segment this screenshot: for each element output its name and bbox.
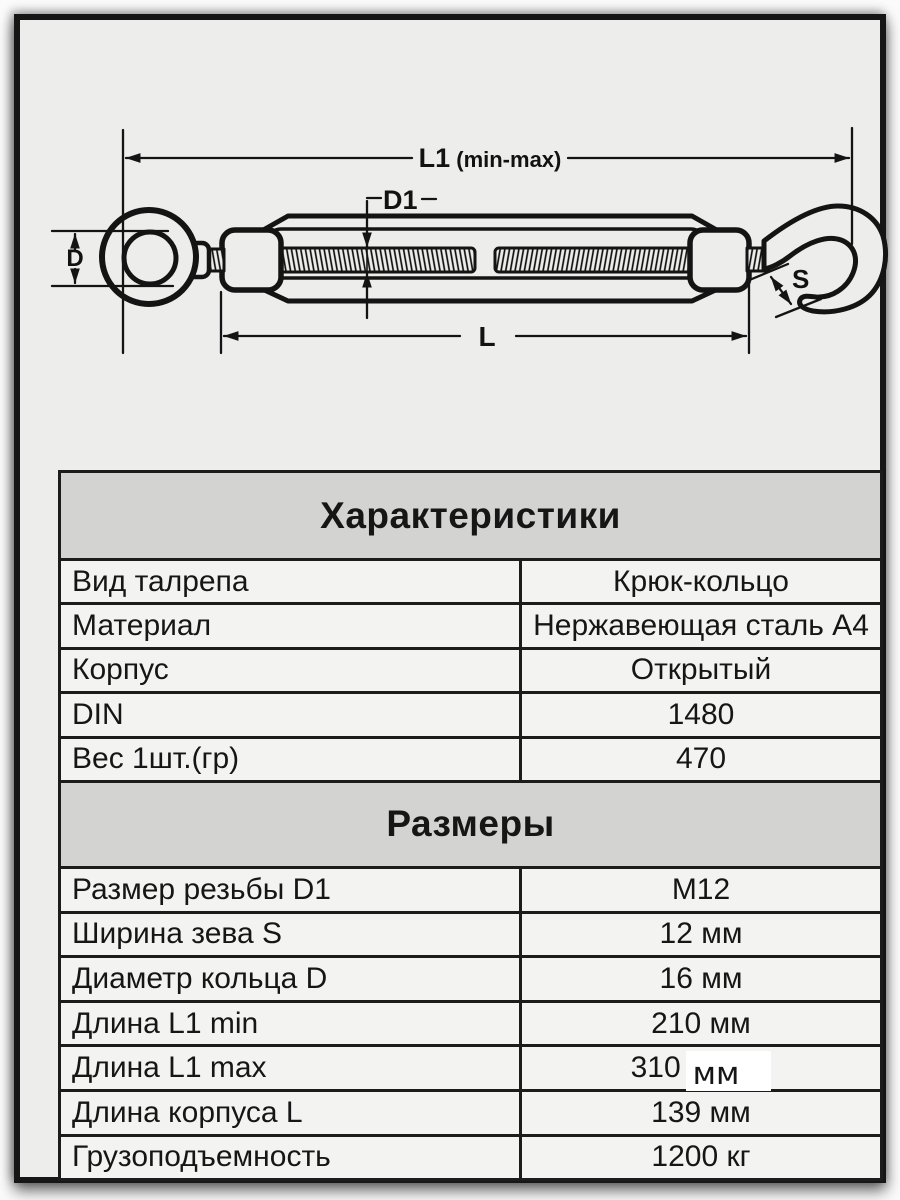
spec-value: 16 мм [659,961,743,995]
spec-value: Нержавеющая сталь А4 [533,609,869,643]
spec-value [522,1047,880,1093]
spec-value: Открытый [630,653,772,687]
spec-row [61,558,880,602]
label-d: D [66,245,84,272]
spec-row [61,1134,880,1179]
spec-label: DIN [61,694,522,735]
spec-label: Длина L1 min [61,1003,522,1045]
spec-row [61,602,880,646]
spec-value: 210 мм [651,1006,751,1040]
spec-value: М12 [671,872,731,906]
spec-label: Длина корпуса L [61,1092,522,1134]
label-d1: D1 [383,185,418,215]
section-header: Характеристики [61,473,880,558]
spec-label: Материал [61,605,522,646]
spec-row [61,1089,880,1134]
hook [764,206,886,312]
spec-row [61,691,880,735]
spec-table [58,470,883,1181]
edited-unit-overlay: мм [686,1051,772,1091]
threaded-rod-right [495,248,698,272]
spec-label: Вес 1шт.(гр) [61,739,522,780]
spec-label: Грузоподъемность [61,1137,522,1179]
label-l1: L1 (min-max) [418,143,562,173]
spec-label: Размер резьбы D1 [61,869,522,911]
spec-label: Ширина зева S [61,914,522,956]
turnbuckle-device [102,206,886,312]
spec-row [61,647,880,691]
spec-label: Вид талрепа [61,561,522,602]
spec-label: Диаметр кольца D [61,958,522,1000]
spec-value: 12 мм [659,917,743,951]
spec-label: Длина L1 max [61,1047,522,1089]
spec-row [61,736,880,780]
label-s: S [792,264,810,294]
spec-row [61,955,880,1000]
threaded-rod-left [274,248,475,272]
spec-row [61,1000,880,1045]
left-nut [222,230,281,290]
section-header: Размеры [61,780,880,866]
page-frame [14,14,886,1183]
spec-value: 139 мм [651,1095,751,1129]
spec-value: 1480 [667,697,735,731]
spec-row [61,866,880,911]
spec-row [61,911,880,956]
label-l: L [478,321,496,352]
right-nut [690,230,749,290]
spec-value: 470 [675,742,727,776]
spec-value: 1200 кг [651,1140,751,1174]
turnbuckle-diagram [40,40,900,465]
spec-value: Крюк-кольцо [613,564,789,598]
spec-label: Корпус [61,650,522,691]
eye-ring-inner [124,232,176,284]
spec-row [61,1044,880,1093]
spec-value-number: 310 [630,1051,681,1085]
